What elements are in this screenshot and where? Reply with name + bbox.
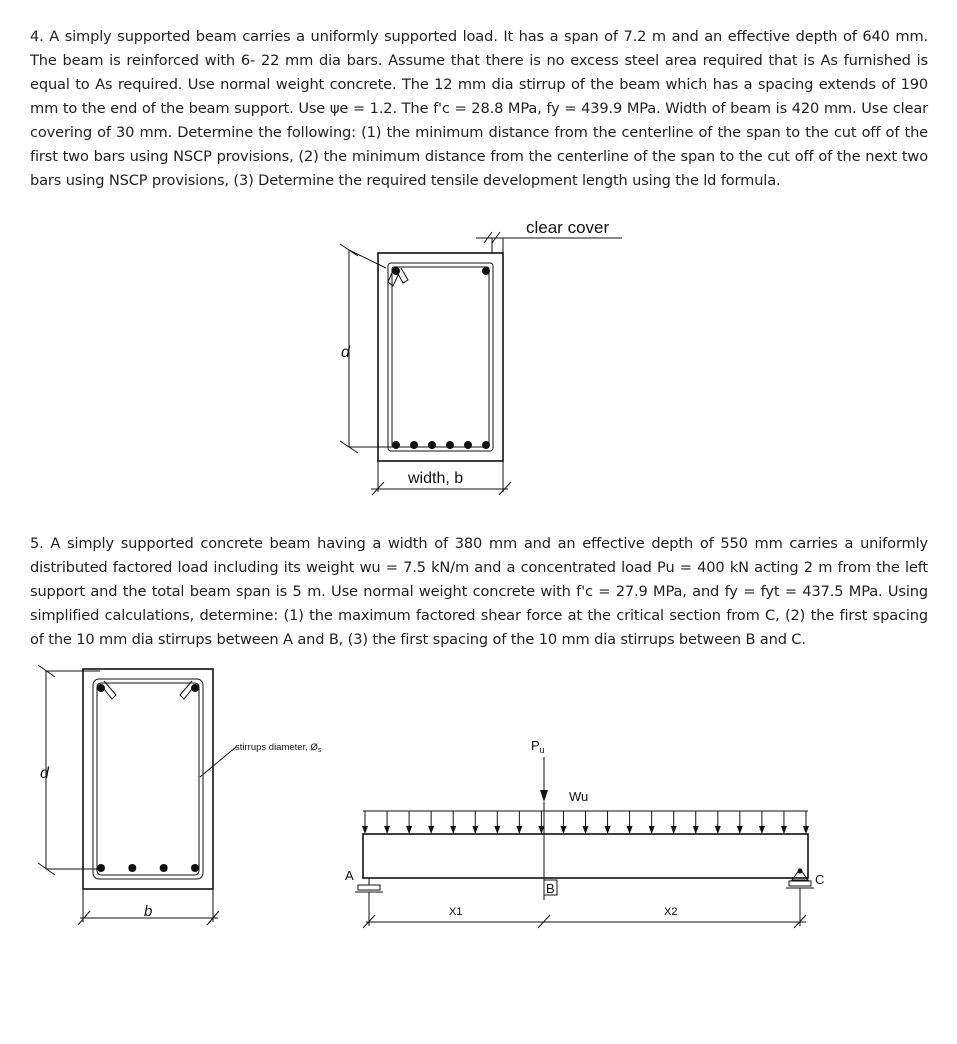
load-arrow-head xyxy=(450,826,456,834)
load-arrow-head xyxy=(472,826,478,834)
point-load-arrow-head xyxy=(540,790,548,802)
section-outline xyxy=(378,253,503,461)
load-arrow-head xyxy=(583,826,589,834)
support-c-label: C xyxy=(815,872,825,887)
load-arrow-head xyxy=(649,826,655,834)
load-arrow-head xyxy=(494,826,500,834)
load-arrow-head xyxy=(516,826,522,834)
load-arrow-head xyxy=(428,826,434,834)
depth-label: d xyxy=(40,765,49,782)
point-load-label: $P_u$ xyxy=(531,738,545,755)
load-arrow-head xyxy=(406,826,412,834)
beam-body xyxy=(363,834,808,878)
load-arrow-head xyxy=(627,826,633,834)
load-arrow-head xyxy=(693,826,699,834)
bottom-bar xyxy=(446,441,454,449)
dim-x1-label: X1 xyxy=(449,906,463,918)
dim-x2-label: X2 xyxy=(664,906,678,918)
bottom-bar xyxy=(482,441,490,449)
bottom-bar xyxy=(410,441,418,449)
clear-cover-label: clear cover xyxy=(526,218,610,237)
width-label: b xyxy=(144,903,153,920)
stirrup-label: stirrups diameter, $Ø_s$ xyxy=(235,742,322,754)
bottom-bars xyxy=(392,441,490,449)
bottom-bar xyxy=(392,441,400,449)
support-a xyxy=(355,878,383,892)
top-bar xyxy=(191,684,199,692)
bottom-bar xyxy=(464,441,472,449)
point-b-label: B xyxy=(546,881,555,896)
figure-4-beam-section xyxy=(0,210,957,510)
problem-5-text: 5. A simply supported concrete beam having a width of 380 mm and an effective depth of 550 mm carries a uniformly distributed factored load including its weight wu = 7.5 kN/m and a concentrated load Pu = 400 kN acting 2 m from the left support and the total beam span is 5 m. Use normal weight concrete with f'c = 27.9 MPa, and fy = fyt = 437.5 MPa. Using simplified calculations, determine: (1) the maximum factored shear force at the critical section from C, (2) the first spacing of the 10 mm dia stirrups between A and B, (3) the first spacing of the 10 mm dia stirrups between B and C. xyxy=(30,535,928,648)
distributed-load-arrows xyxy=(362,811,809,834)
bottom-bar xyxy=(428,441,436,449)
load-arrow-head xyxy=(781,826,787,834)
depth-label: d xyxy=(341,344,350,361)
problem-4-text: 4. A simply supported beam carries a uniformly supported load. It has a span of 7.2 m and an effective depth of 640 mm. The beam is reinforced with 6- 22 mm dia bars. Assume that there is no excess steel area required that is As furnished is equal to As required. Use normal weight concrete. The 12 mm dia stirrup of the beam which has a spacing extends of 190 mm to the end of the beam support. Use ψe = 1.2. The f'c = 28.8 MPa, fy = 439.9 MPa. Width of beam is 420 mm. Use clear covering of 30 mm. Determine the following: (1) the minimum distance from the centerline of the span to the cut off of the first two bars using NSCP provisions, (2) the minimum distance from the centerline of the span to the cut off of the next two bars using NSCP provisions, (3) Determine the required tensile development length using the ld formula. xyxy=(30,28,928,189)
figure-5-beam-loading xyxy=(0,730,957,940)
load-arrow-head xyxy=(715,826,721,834)
load-arrow-head xyxy=(384,826,390,834)
load-arrow-head xyxy=(803,826,809,834)
stirrup-outer xyxy=(388,263,493,451)
load-arrow-head xyxy=(737,826,743,834)
top-bar xyxy=(97,684,105,692)
load-arrow-head xyxy=(362,826,368,834)
width-label: width, b xyxy=(408,470,464,487)
load-arrow-head xyxy=(759,826,765,834)
top-bar xyxy=(482,267,490,275)
load-arrow-head xyxy=(605,826,611,834)
load-arrow-head xyxy=(560,826,566,834)
support-a-label: A xyxy=(345,868,354,883)
distributed-load-label: Wu xyxy=(569,789,589,804)
load-arrow-head xyxy=(671,826,677,834)
top-bar xyxy=(392,267,400,275)
stirrup-inner xyxy=(392,267,489,447)
